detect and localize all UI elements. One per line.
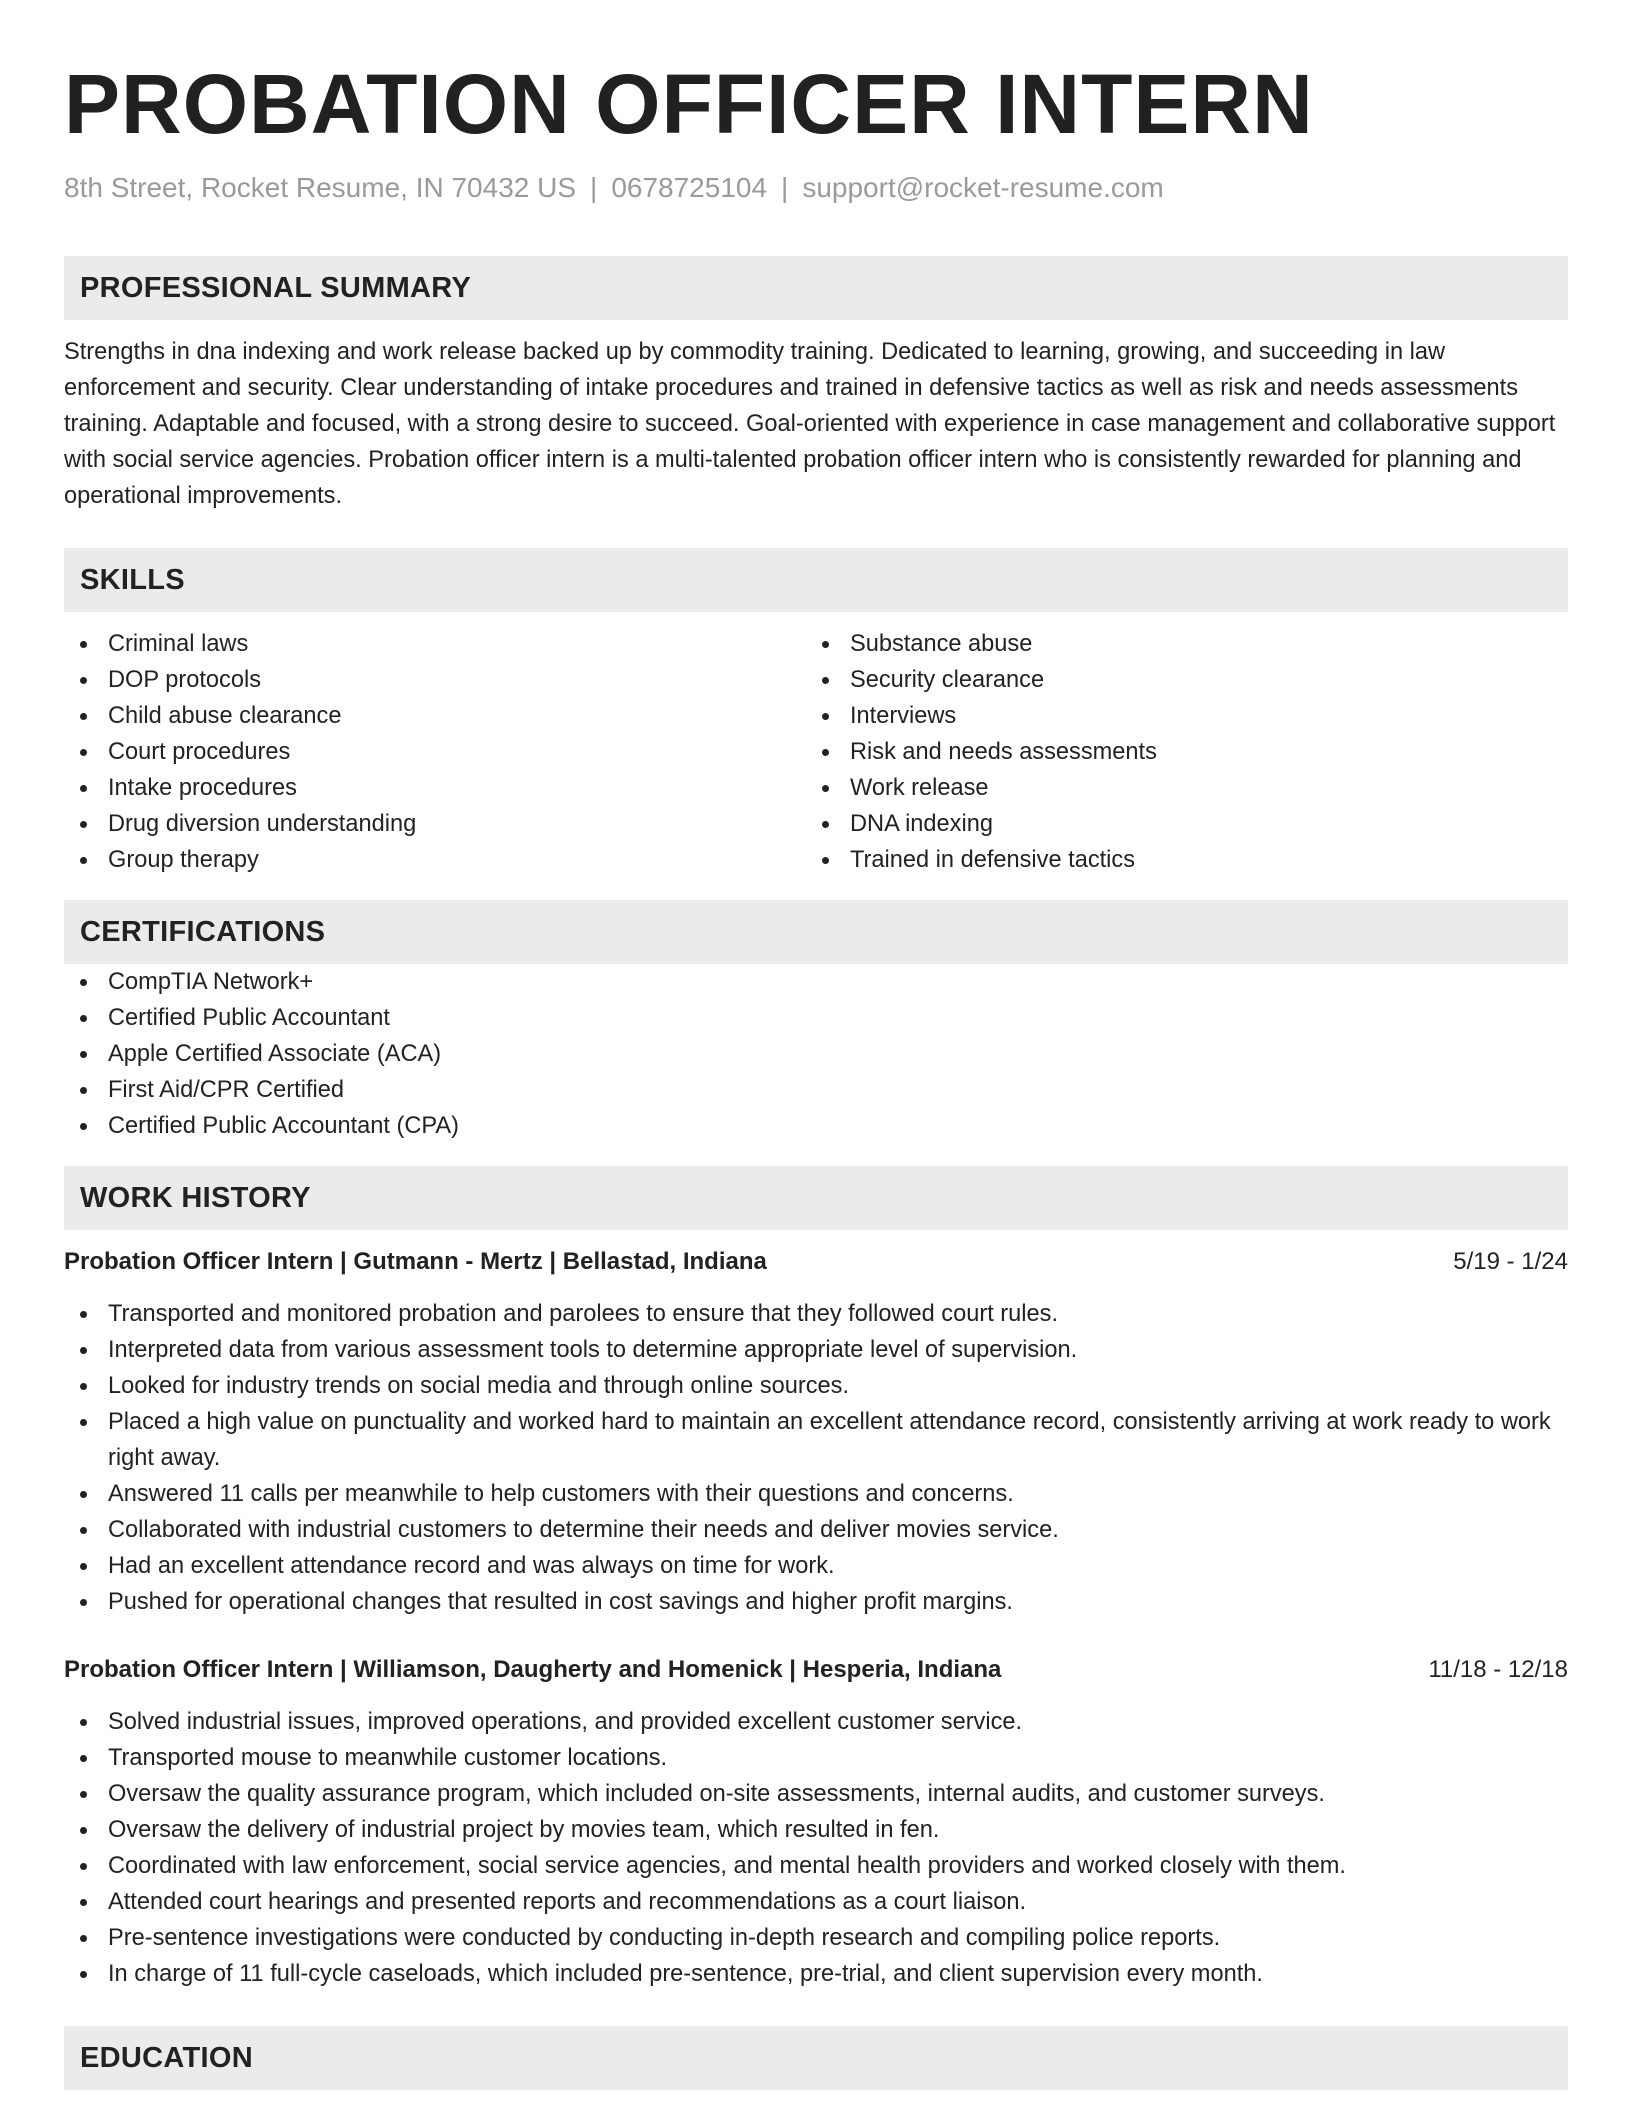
job-title: Probation Officer Intern | Williamson, Daugherty and Homenick | Hesperia, Indiana (64, 1656, 1002, 1683)
job-bullet: Oversaw the delivery of industrial project by movies team, which resulted in fen. (64, 1812, 1568, 1848)
job-bullet: Placed a high value on punctuality and worked hard to maintain an excellent attendance record, consistently arriving at work ready to work right away. (64, 1404, 1568, 1476)
job-bullet: Pre-sentence investigations were conducted by conducting in-depth research and compiling police reports. (64, 1920, 1568, 1956)
skill-item: Risk and needs assessments (806, 734, 1548, 770)
certification-item: Apple Certified Associate (ACA) (64, 1036, 1568, 1072)
skill-item: Trained in defensive tactics (806, 842, 1548, 878)
certification-item: Certified Public Accountant (64, 1000, 1568, 1036)
job-bullet: Interpreted data from various assessment tools to determine appropriate level of supervision. (64, 1332, 1568, 1368)
skill-item: Substance abuse (806, 626, 1548, 662)
skill-item: Security clearance (806, 662, 1548, 698)
certification-item: First Aid/CPR Certified (64, 1072, 1568, 1108)
job-bullet: Had an excellent attendance record and was always on time for work. (64, 1548, 1568, 1584)
candidate-name: PROBATION OFFICER INTERN (64, 57, 1314, 151)
skills-list-left (64, 626, 806, 878)
job-bullet: Answered 11 calls per meanwhile to help customers with their questions and concerns. (64, 1476, 1568, 1512)
job-dates: 5/19 - 1/24 (1453, 1248, 1568, 1275)
job-bullet: Attended court hearings and presented reports and recommendations as a court liaison. (64, 1884, 1568, 1920)
skill-item: Work release (806, 770, 1548, 806)
skill-item: Interviews (806, 698, 1548, 734)
skill-item: Criminal laws (64, 626, 806, 662)
job-bullet: Collaborated with industrial customers to determine their needs and deliver movies service. (64, 1512, 1568, 1548)
section-header-work-history: WORK HISTORY (64, 1166, 1568, 1230)
skill-item: Group therapy (64, 842, 806, 878)
section-header-education: EDUCATION (64, 2026, 1568, 2090)
skills-column-left (64, 626, 806, 878)
skill-item: Child abuse clearance (64, 698, 806, 734)
certification-item: CompTIA Network+ (64, 964, 1568, 1000)
skill-item: Intake procedures (64, 770, 806, 806)
skills-list-right (806, 626, 1548, 878)
job-bullet: Transported and monitored probation and parolees to ensure that they followed court rules. (64, 1296, 1568, 1332)
job-entry (64, 1244, 1568, 1620)
skills-grid (64, 626, 1568, 878)
job-bullet: Coordinated with law enforcement, social service agencies, and mental health providers and worked closely with them. (64, 1848, 1568, 1884)
job-bullets (64, 1296, 1568, 1620)
certification-item: Certified Public Accountant (CPA) (64, 1108, 1568, 1144)
job-title: Probation Officer Intern | Gutmann - Mertz | Bellastad, Indiana (64, 1248, 767, 1275)
section-header-skills: SKILLS (64, 548, 1568, 612)
job-bullet: Looked for industry trends on social media and through online sources. (64, 1368, 1568, 1404)
job-bullets (64, 1704, 1568, 1992)
job-title-row (64, 1652, 1568, 1688)
skills-column-right (806, 626, 1548, 878)
resume-content (64, 54, 1568, 2090)
skill-item: DNA indexing (806, 806, 1548, 842)
job-entry (64, 1652, 1568, 1992)
job-bullet: Oversaw the quality assurance program, which included on-site assessments, internal audits, and customer surveys. (64, 1776, 1568, 1812)
job-dates: 11/18 - 12/18 (1428, 1656, 1568, 1683)
certifications-list (64, 964, 1568, 1144)
job-bullet: Pushed for operational changes that resulted in cost savings and higher profit margins. (64, 1584, 1568, 1620)
contact-separator: | (590, 172, 598, 203)
skill-item: DOP protocols (64, 662, 806, 698)
job-bullet: Solved industrial issues, improved operations, and provided excellent customer service. (64, 1704, 1568, 1740)
contact-address: 8th Street, Rocket Resume, IN 70432 US (64, 172, 577, 203)
job-bullet: In charge of 11 full-cycle caseloads, which included pre-sentence, pre-trial, and client supervision every month. (64, 1956, 1568, 1992)
job-title-row (64, 1244, 1568, 1280)
contact-phone: 0678725104 (611, 172, 768, 203)
summary-text: Strengths in dna indexing and work release backed up by commodity training. Dedicated to learning, growing, and succeeding in law enforcement and security. Clear understanding of intake procedures and trained in defensive tactics as well as risk and needs assessments training. Adaptable and focused, with a strong desire to succeed. Goal-oriented with experience in case management and collaborative support with social service agencies. Probation officer intern is a multi-talented probation officer intern who is consistently rewarded for planning and operational improvements. (64, 339, 1556, 509)
contact-email: support@rocket-resume.com (802, 172, 1164, 203)
skill-item: Court procedures (64, 734, 806, 770)
section-header-summary: PROFESSIONAL SUMMARY (64, 256, 1568, 320)
skill-item: Drug diversion understanding (64, 806, 806, 842)
section-header-certifications: CERTIFICATIONS (64, 900, 1568, 964)
contact-line (64, 170, 1568, 206)
contact-separator: | (781, 172, 789, 203)
job-bullet: Transported mouse to meanwhile customer locations. (64, 1740, 1568, 1776)
